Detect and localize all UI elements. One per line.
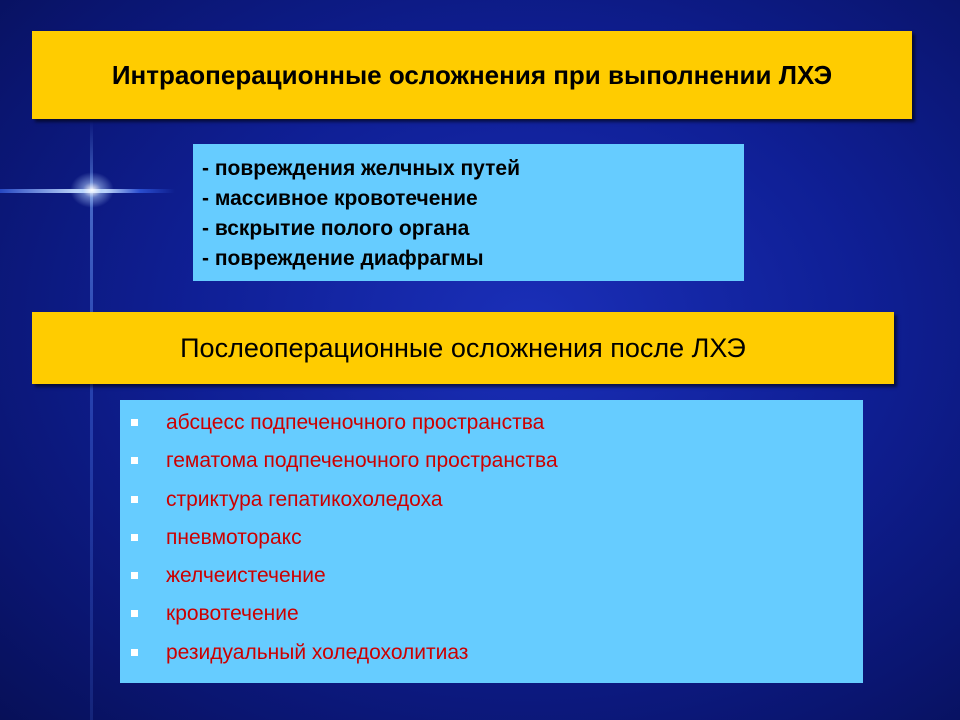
postop-list [120, 408, 863, 676]
postop-list-item [120, 523, 863, 561]
postop-list-item [120, 408, 863, 446]
intraop-list-item: - повреждение диафрагмы [202, 247, 484, 270]
square-bullet-icon [131, 572, 138, 579]
intraop-list-item: - вскрытие полого органа [202, 217, 470, 240]
decorative-light-vertical [90, 120, 93, 720]
postop-item-label: кровотечение [166, 602, 299, 626]
intraop-title: Интраоперационные осложнения при выполнении ЛХЭ [111, 60, 833, 90]
postop-item-label: абсцесс подпеченочного пространства [166, 411, 545, 434]
postop-item-label: пневмоторакс [166, 525, 302, 549]
postop-list-item [120, 446, 863, 484]
postop-list-box [120, 400, 863, 683]
postop-item-label: желчеистечение [166, 564, 326, 588]
square-bullet-icon [131, 457, 138, 464]
postop-list-item [120, 599, 863, 637]
square-bullet-icon [131, 496, 138, 503]
postop-item-label: гематома подпеченочного пространства [166, 449, 558, 473]
square-bullet-icon [131, 610, 138, 617]
decorative-light-flare [70, 172, 114, 208]
postop-item-label: резидуальный холедохолитиаз [166, 640, 469, 664]
square-bullet-icon [131, 534, 138, 541]
square-bullet-icon [131, 419, 138, 426]
postop-list-item [120, 638, 863, 676]
postop-item-label: стриктура гепатикохоледоха [166, 487, 443, 511]
intraop-list-item: - повреждения желчных путей [202, 157, 520, 180]
square-bullet-icon [131, 649, 138, 656]
postop-list-item [120, 561, 863, 599]
postop-list-item [120, 485, 863, 523]
intraop-list-box [193, 144, 744, 281]
postop-title-box [32, 312, 894, 384]
intraop-title-box [32, 31, 912, 119]
intraop-list-item: - массивное кровотечение [202, 187, 478, 210]
postop-title: Послеоперационные осложнения после ЛХЭ [180, 332, 746, 363]
